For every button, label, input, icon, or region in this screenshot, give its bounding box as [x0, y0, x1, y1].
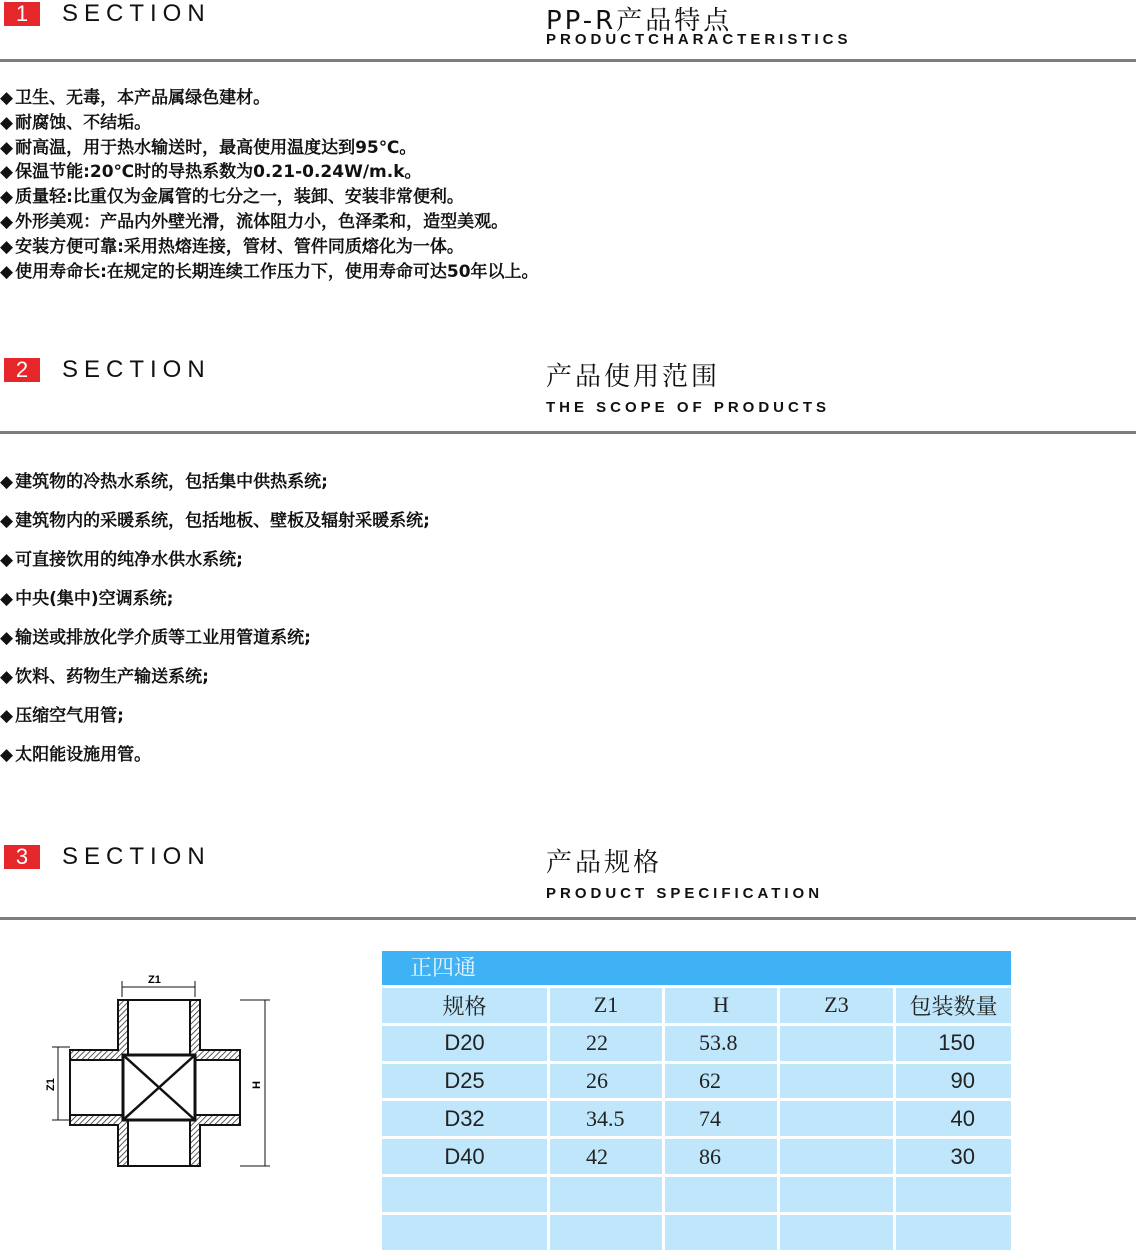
diamond-bullet-icon: ◆ — [0, 261, 14, 282]
diamond-bullet-icon: ◆ — [0, 211, 14, 232]
table-cell: 62 — [665, 1064, 780, 1099]
list-item: ◆ 使用寿命长:在规定的长期连续工作压力下，使用寿命可达50年以上。 — [0, 261, 539, 282]
table-cell: D25 — [382, 1064, 550, 1099]
scope-list — [0, 463, 430, 775]
list-item: ◆ 压缩空气用管; — [0, 706, 124, 726]
section-2-title-cn: 产品使用范围 — [546, 362, 721, 392]
cross-fitting-diagram — [40, 965, 280, 1180]
table-cell: 150 — [938, 1030, 975, 1056]
column-header: Z3 — [780, 988, 896, 1023]
table-cell: D40 — [382, 1139, 550, 1174]
diamond-bullet-icon: ◆ — [0, 628, 14, 648]
section-2-badge: 2 — [4, 358, 40, 382]
section-3-divider — [0, 917, 1136, 920]
section-1-divider — [0, 59, 1136, 62]
table-cell — [780, 1215, 896, 1250]
characteristics-list — [0, 86, 539, 284]
diamond-bullet-icon: ◆ — [0, 112, 14, 133]
section-3-badge: 3 — [4, 845, 40, 869]
table-row — [382, 1061, 1011, 1099]
table-row — [382, 1098, 1011, 1136]
list-item: ◆ 建筑物的冷热水系统，包括集中供热系统; — [0, 472, 328, 492]
table-cell — [665, 1177, 780, 1212]
list-item: ◆ 可直接饮用的纯净水供水系统; — [0, 550, 243, 570]
diamond-bullet-icon: ◆ — [0, 589, 14, 609]
table-header-row — [382, 985, 1011, 1023]
table-cell — [382, 1215, 550, 1250]
section-3-title-en: PRODUCT SPECIFICATION — [546, 885, 824, 902]
table-cell: D20 — [382, 1026, 550, 1061]
table-cell: D32 — [382, 1101, 550, 1136]
table-cell — [896, 1215, 1011, 1250]
diamond-bullet-icon: ◆ — [0, 706, 14, 726]
table-cell: 40 — [950, 1105, 975, 1131]
list-item: ◆ 饮料、药物生产输送系统; — [0, 667, 209, 687]
section-2-word: SECTION — [62, 356, 211, 383]
diamond-bullet-icon: ◆ — [0, 162, 14, 183]
list-item: ◆ 建筑物内的采暖系统，包括地板、壁板及辐射采暖系统; — [0, 511, 430, 531]
section-2-divider — [0, 431, 1136, 434]
table-cell — [780, 1139, 896, 1174]
table-cell: 90 — [950, 1067, 975, 1093]
table-cell — [382, 1177, 550, 1212]
section-3-title-cn: 产品规格 — [546, 848, 663, 878]
table-cell — [780, 1064, 896, 1099]
table-cell: 22 — [550, 1026, 665, 1061]
list-item: ◆ 质量轻:比重仅为金属管的七分之一，装卸、安装非常便利。 — [0, 187, 464, 208]
column-header: 规格 — [382, 988, 550, 1023]
table-cell — [896, 1177, 1011, 1212]
dimension-label-left: Z1 — [45, 1078, 57, 1091]
table-row — [382, 1136, 1011, 1174]
table-row — [382, 1023, 1011, 1061]
list-item: ◆ 中央(集中)空调系统; — [0, 589, 174, 609]
table-cell: 42 — [550, 1139, 665, 1174]
table-cell — [550, 1215, 665, 1250]
table-cell: 53.8 — [665, 1026, 780, 1061]
column-header: Z1 — [550, 988, 665, 1023]
list-item: ◆ 耐高温，用于热水输送时，最高使用温度达到95℃。 — [0, 137, 417, 158]
table-cell: 34.5 — [550, 1101, 665, 1136]
dimension-label-top: Z1 — [148, 974, 161, 986]
column-header: 包装数量 — [909, 994, 998, 1020]
diamond-bullet-icon: ◆ — [0, 187, 14, 208]
table-cell: 30 — [950, 1143, 975, 1169]
list-item: ◆ 外形美观：产品内外壁光滑，流体阻力小，色泽柔和，造型美观。 — [0, 211, 509, 232]
section-1-title-en: PRODUCTCHARACTERISTICS — [546, 31, 852, 48]
diamond-bullet-icon: ◆ — [0, 472, 14, 492]
table-cell — [550, 1177, 665, 1212]
section-1-badge: 1 — [4, 2, 40, 26]
diamond-bullet-icon: ◆ — [0, 550, 14, 570]
list-item: ◆ 安装方便可靠:采用热熔连接，管材、管件同质熔化为一体。 — [0, 236, 464, 257]
diamond-bullet-icon: ◆ — [0, 236, 14, 257]
list-item: ◆ 输送或排放化学介质等工业用管道系统; — [0, 628, 311, 648]
table-cell: 26 — [550, 1064, 665, 1099]
section-1-title-cn: PP-R产品特点 — [546, 6, 733, 36]
table-cell — [780, 1026, 896, 1061]
diamond-bullet-icon: ◆ — [0, 88, 14, 108]
section-2-title-en: THE SCOPE OF PRODUCTS — [546, 399, 831, 416]
column-header: H — [665, 988, 780, 1023]
table-row — [382, 1212, 1011, 1250]
list-item: ◆ 卫生、无毒，本产品属绿色建材。 — [0, 88, 271, 108]
list-item: ◆ 耐腐蚀、不结垢。 — [0, 112, 152, 133]
diamond-bullet-icon: ◆ — [0, 137, 14, 158]
list-item: ◆ 保温节能:20℃时的导热系数为0.21-0.24W/m.k。 — [0, 162, 422, 183]
table-cell — [780, 1177, 896, 1212]
list-item: ◆ 太阳能设施用管。 — [0, 745, 152, 765]
diamond-bullet-icon: ◆ — [0, 511, 14, 531]
dimension-label-right: H — [251, 1081, 263, 1089]
section-3-word: SECTION — [62, 843, 211, 870]
table-cell: 74 — [665, 1101, 780, 1136]
table-title: 正四通 — [382, 951, 1011, 985]
diamond-bullet-icon: ◆ — [0, 667, 14, 687]
table-cell — [780, 1101, 896, 1136]
spec-table — [382, 951, 1011, 1250]
section-1-word: SECTION — [62, 0, 211, 27]
table-cell — [665, 1215, 780, 1250]
diamond-bullet-icon: ◆ — [0, 745, 14, 765]
table-row — [382, 1174, 1011, 1212]
table-cell: 86 — [665, 1139, 780, 1174]
